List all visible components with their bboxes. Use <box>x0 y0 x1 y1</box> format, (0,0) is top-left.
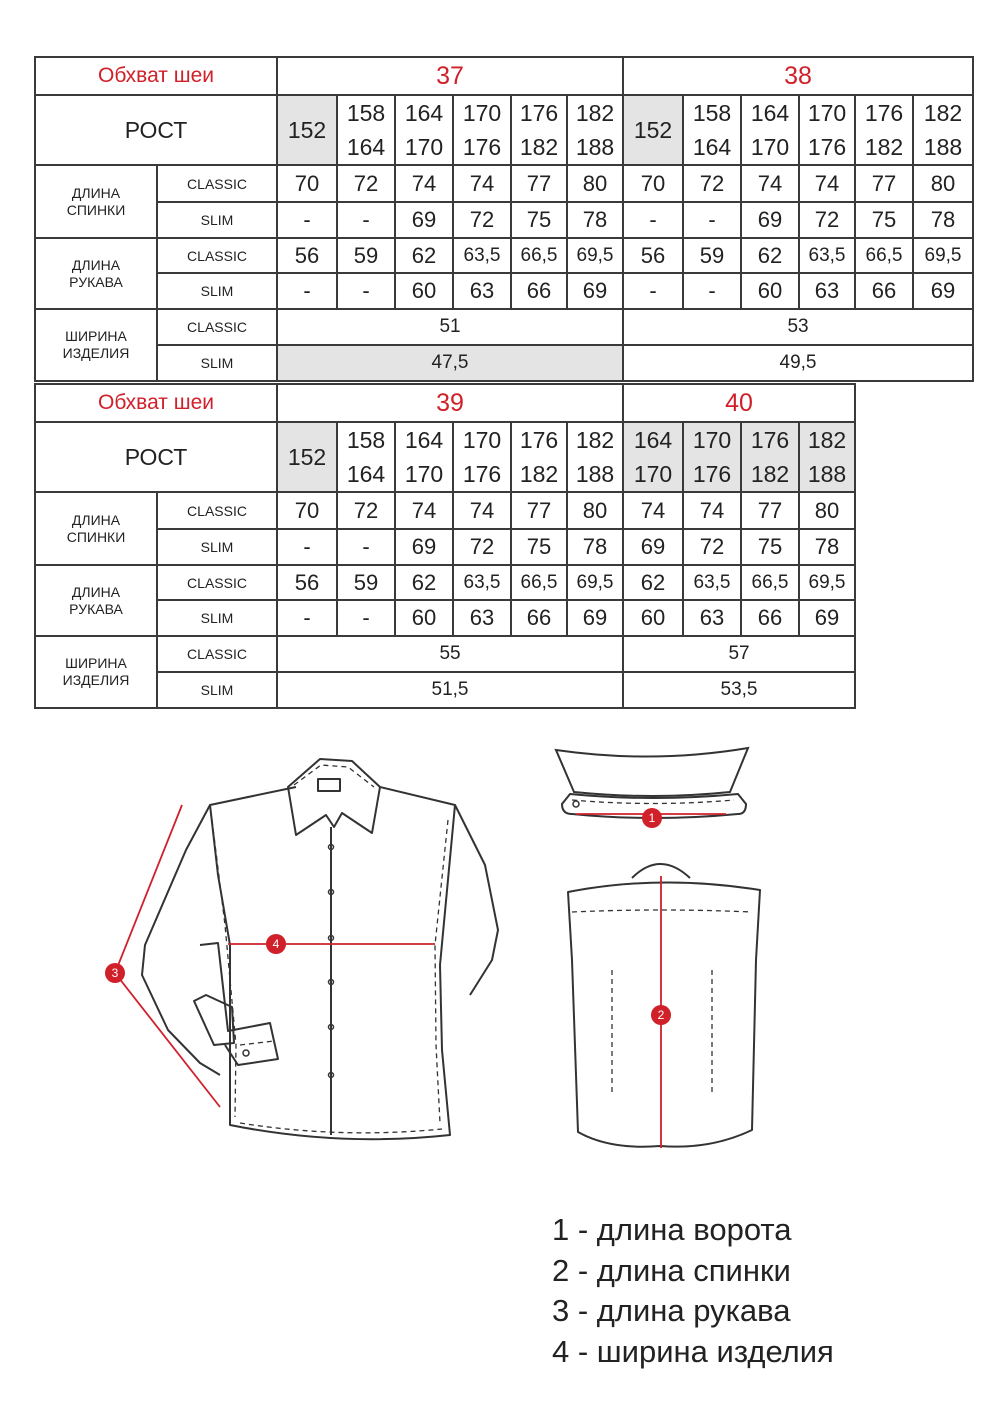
width-value: 51,5 <box>277 672 623 708</box>
height-value: 188 <box>575 134 615 160</box>
measure-value: 74 <box>453 492 511 529</box>
measure-value: 66 <box>511 600 567 636</box>
measure-value: 69,5 <box>567 238 623 273</box>
width-value: 53 <box>623 309 973 345</box>
row-label-line: ШИРИНА <box>65 655 127 671</box>
measure-value: 63,5 <box>453 565 511 600</box>
measure-value: - <box>337 529 395 565</box>
height-cell <box>683 422 741 492</box>
measure-value: 60 <box>741 273 799 309</box>
row-label <box>35 309 157 381</box>
measure-value: 63 <box>799 273 855 309</box>
measure-value: 70 <box>277 165 337 202</box>
row-label <box>35 636 157 708</box>
row-label-line: РУКАВА <box>69 600 123 617</box>
measure-value: 56 <box>277 238 337 273</box>
width-value: 53,5 <box>623 672 855 708</box>
height-value: 170 <box>750 134 790 160</box>
measure-value: 69,5 <box>799 565 855 600</box>
measure-value: 56 <box>277 565 337 600</box>
measure-value: 66,5 <box>511 565 567 600</box>
row-label-line: ИЗДЕЛИЯ <box>62 672 130 688</box>
row-label-line: ДЛИНА <box>71 583 121 600</box>
height-cell <box>913 95 973 165</box>
row-label-line: СПИНКИ <box>66 528 126 545</box>
measure-value: 78 <box>913 202 973 238</box>
measure-value: 66 <box>855 273 913 309</box>
height-value: 182 <box>519 134 559 160</box>
height-value: 170 <box>404 461 444 487</box>
neck-size-39: 39 <box>277 384 623 422</box>
measure-value: 63,5 <box>799 238 855 273</box>
measure-value: 69,5 <box>567 565 623 600</box>
measure-value: - <box>337 273 395 309</box>
measure-value: - <box>337 600 395 636</box>
measure-value: - <box>277 529 337 565</box>
row-label <box>35 492 157 565</box>
width-value: 47,5 <box>277 345 623 381</box>
measure-value: 80 <box>913 165 973 202</box>
measure-value: 77 <box>511 492 567 529</box>
measure-value: 72 <box>453 202 511 238</box>
height-cell <box>277 95 337 165</box>
height-value: 182 <box>807 427 847 453</box>
measure-value: - <box>623 202 683 238</box>
marker-2: 2 <box>657 1008 665 1022</box>
measure-value: 56 <box>623 238 683 273</box>
measure-value: 59 <box>337 565 395 600</box>
measure-value: 74 <box>395 492 453 529</box>
measure-value: 70 <box>277 492 337 529</box>
fit-label-slim: SLIM <box>157 672 277 708</box>
shirt-front-drawing <box>90 745 520 1165</box>
row-label <box>35 565 157 636</box>
measure-value: 75 <box>855 202 913 238</box>
fit-label-slim: SLIM <box>157 529 277 565</box>
measure-value: 77 <box>855 165 913 202</box>
measure-value: - <box>683 273 741 309</box>
neck-label: Обхват шеи <box>35 57 277 95</box>
height-value: 164 <box>404 100 444 126</box>
measure-value: 62 <box>395 238 453 273</box>
measure-value: 69 <box>741 202 799 238</box>
height-cell <box>623 422 683 492</box>
measure-value: 72 <box>799 202 855 238</box>
height-value: 164 <box>404 427 444 453</box>
measure-value: 59 <box>683 238 741 273</box>
measure-value: 69 <box>395 202 453 238</box>
height-value: 170 <box>633 461 673 487</box>
measure-value: 78 <box>567 202 623 238</box>
measure-value: 66,5 <box>511 238 567 273</box>
height-value: 176 <box>750 427 790 453</box>
measure-value: 66,5 <box>855 238 913 273</box>
neck-size-40: 40 <box>623 384 855 422</box>
height-value: 176 <box>519 427 559 453</box>
width-value: 57 <box>623 636 855 672</box>
measure-value: 80 <box>567 165 623 202</box>
height-value: 176 <box>462 461 502 487</box>
height-value: 176 <box>864 100 904 126</box>
measure-value: 77 <box>741 492 799 529</box>
height-value: 182 <box>750 461 790 487</box>
height-value: 164 <box>346 461 386 487</box>
height-cell <box>511 95 567 165</box>
height-value: 182 <box>923 100 963 126</box>
fit-label-classic: CLASSIC <box>157 636 277 672</box>
measure-value: 63,5 <box>683 565 741 600</box>
measure-value: 70 <box>623 165 683 202</box>
measure-value: 75 <box>511 529 567 565</box>
height-cell <box>453 95 511 165</box>
width-value: 49,5 <box>623 345 973 381</box>
measure-value: 72 <box>683 165 741 202</box>
fit-label-slim: SLIM <box>157 273 277 309</box>
row-label-line: РУКАВА <box>69 273 123 290</box>
height-cell <box>511 422 567 492</box>
height-cell <box>741 95 799 165</box>
measure-value: 75 <box>511 202 567 238</box>
measure-value: 75 <box>741 529 799 565</box>
measure-value: 74 <box>453 165 511 202</box>
row-label-line: ДЛИНА <box>71 511 121 528</box>
fit-label-slim: SLIM <box>157 202 277 238</box>
fit-label-classic: CLASSIC <box>157 492 277 529</box>
height-value: 164 <box>346 134 386 160</box>
row-label-line: ИЗДЕЛИЯ <box>62 345 130 361</box>
row-label <box>35 238 157 309</box>
legend-item-sleeve: 3 - длина рукава <box>552 1293 791 1328</box>
measure-value: 72 <box>683 529 741 565</box>
measure-value: - <box>277 273 337 309</box>
measure-value: 72 <box>337 165 395 202</box>
height-value: 176 <box>519 100 559 126</box>
height-value: 170 <box>692 427 732 453</box>
measure-value: 69 <box>623 529 683 565</box>
fit-label-slim: SLIM <box>157 600 277 636</box>
measure-value: 69 <box>567 600 623 636</box>
measure-value: 63,5 <box>453 238 511 273</box>
measure-value: - <box>623 273 683 309</box>
fit-label-classic: CLASSIC <box>157 165 277 202</box>
measure-value: 74 <box>741 165 799 202</box>
measure-value: 60 <box>623 600 683 636</box>
height-value: 164 <box>633 427 673 453</box>
measure-value: 63 <box>453 600 511 636</box>
fit-label-classic: CLASSIC <box>157 565 277 600</box>
measure-value: 60 <box>395 600 453 636</box>
height-value: 152 <box>287 117 327 143</box>
row-label-line: СПИНКИ <box>66 201 126 218</box>
fit-label-classic: CLASSIC <box>157 238 277 273</box>
measure-value: 59 <box>337 238 395 273</box>
measure-value: 63 <box>453 273 511 309</box>
height-value: 170 <box>462 100 502 126</box>
measure-value: 69 <box>395 529 453 565</box>
measure-value: 69 <box>913 273 973 309</box>
height-cell <box>799 422 855 492</box>
height-value: 164 <box>750 100 790 126</box>
row-label-line: ШИРИНА <box>65 328 127 344</box>
height-value: 176 <box>462 134 502 160</box>
height-value: 188 <box>575 461 615 487</box>
height-cell <box>855 95 913 165</box>
height-value: 158 <box>692 100 732 126</box>
height-value: 182 <box>519 461 559 487</box>
measure-value: 77 <box>511 165 567 202</box>
measure-value: - <box>277 202 337 238</box>
height-cell <box>453 422 511 492</box>
height-cell <box>741 422 799 492</box>
measure-value: 74 <box>395 165 453 202</box>
height-value: 182 <box>575 427 615 453</box>
height-cell <box>395 95 453 165</box>
measure-value: 78 <box>567 529 623 565</box>
height-value: 176 <box>692 461 732 487</box>
height-cell <box>799 95 855 165</box>
height-value: 182 <box>864 134 904 160</box>
height-cell <box>567 422 623 492</box>
measure-value: 80 <box>567 492 623 529</box>
height-value: 188 <box>923 134 963 160</box>
height-value: 176 <box>807 134 847 160</box>
legend <box>552 1210 834 1372</box>
marker-4: 4 <box>272 937 280 951</box>
height-value: 152 <box>633 117 673 143</box>
measure-value: 80 <box>799 492 855 529</box>
measure-value: 78 <box>799 529 855 565</box>
height-value: 158 <box>346 100 386 126</box>
shirt-back-drawing <box>560 850 770 1160</box>
measure-value: 72 <box>337 492 395 529</box>
height-cell <box>337 95 395 165</box>
fit-label-slim: SLIM <box>157 345 277 381</box>
neck-label: Обхват шеи <box>35 384 277 422</box>
row-label-line: ДЛИНА <box>71 256 121 273</box>
height-value: 152 <box>287 444 327 470</box>
measure-value: 69 <box>799 600 855 636</box>
measure-value: 69,5 <box>913 238 973 273</box>
size-table-39-40 <box>34 383 856 709</box>
rost-label: РОСТ <box>35 95 277 165</box>
row-label <box>35 165 157 238</box>
legend-item-width: 4 - ширина изделия <box>552 1333 834 1369</box>
measure-value: 74 <box>683 492 741 529</box>
height-value: 158 <box>346 427 386 453</box>
marker-3: 3 <box>111 966 119 980</box>
collar-drawing <box>548 742 758 834</box>
neck-size-37: 37 <box>277 57 623 95</box>
fit-label-classic: CLASSIC <box>157 309 277 345</box>
size-table-37-38 <box>34 56 974 382</box>
width-value: 55 <box>277 636 623 672</box>
height-cell <box>683 95 741 165</box>
measure-value: 63 <box>683 600 741 636</box>
measure-value: - <box>683 202 741 238</box>
measure-value: - <box>337 202 395 238</box>
measure-value: 72 <box>453 529 511 565</box>
row-label-line: ДЛИНА <box>71 184 121 201</box>
height-value: 170 <box>462 427 502 453</box>
measure-value: 66,5 <box>741 565 799 600</box>
measure-value: 62 <box>623 565 683 600</box>
height-cell <box>395 422 453 492</box>
legend-item-back: 2 - длина спинки <box>552 1252 791 1288</box>
height-value: 188 <box>807 461 847 487</box>
height-cell <box>337 422 395 492</box>
height-cell <box>277 422 337 492</box>
height-value: 164 <box>692 134 732 160</box>
height-cell <box>623 95 683 165</box>
rost-label: РОСТ <box>35 422 277 492</box>
width-value: 51 <box>277 309 623 345</box>
marker-1: 1 <box>648 811 656 825</box>
measure-value: - <box>277 600 337 636</box>
neck-size-38: 38 <box>623 57 973 95</box>
measure-value: 66 <box>511 273 567 309</box>
height-value: 170 <box>807 100 847 126</box>
measure-value: 74 <box>799 165 855 202</box>
height-cell <box>567 95 623 165</box>
measure-value: 66 <box>741 600 799 636</box>
measure-value: 69 <box>567 273 623 309</box>
measure-value: 60 <box>395 273 453 309</box>
measure-value: 62 <box>395 565 453 600</box>
measure-value: 74 <box>623 492 683 529</box>
height-value: 182 <box>575 100 615 126</box>
legend-item-collar: 1 - длина ворота <box>552 1212 792 1247</box>
height-value: 170 <box>404 134 444 160</box>
measure-value: 62 <box>741 238 799 273</box>
